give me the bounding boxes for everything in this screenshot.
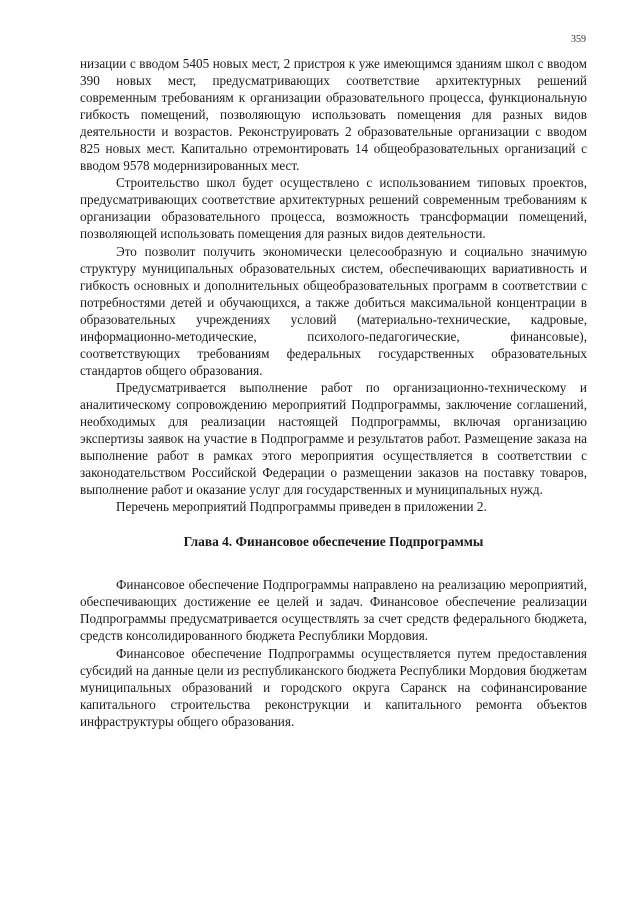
paragraph-continuation: низации с вводом 5405 новых мест, 2 пристроя к уже имеющимся зданиям школ с вводом 390 новых мест, предусматривающих соответствие архитектурных решений современным требованиям к организации образовательного процесса, функциональную гибкость помещений, позволяющую использовать помещения для разных видов деятельности и возрастов. Реконструировать 2 образовательные организации с вводом 825 новых мест. Капитально отремонтировать 14 общеобразовательных организаций с вводом 9578 модернизированных мест. (80, 56, 587, 174)
paragraph-activities-list: Перечень мероприятий Подпрограммы приведен в приложении 2. (116, 499, 487, 515)
paragraph-financing-subsidies: Финансовое обеспечение Подпрограммы осуществляется путем предоставления субсидий на данные цели из республиканского бюджета Республики Мордовия бюджетам муниципальных образований и городского округа Саранск на софинансирование капитального строительства реконструкции и капитального ремонта объектов инфраструктуры общего образования. (80, 645, 587, 729)
paragraph-financing-purpose: Финансовое обеспечение Подпрограммы направлено на реализацию мероприятий, обеспечивающих достижение ее целей и задач. Финансовое обеспечение реализации Подпрограммы предусматривается осуществлять за счет средств федерального бюджета, средств консолидированного бюджета Республики Мордовия. (80, 577, 587, 644)
chapter-heading: Глава 4. Финансовое обеспечение Подпрограммы (183, 534, 484, 550)
paragraph-support-works: Предусматривается выполнение работ по организационно-техническому и аналитическому сопровождению мероприятий Подпрограммы, заключение соглашений, необходимых для реализации настоящей Подпрограммы, включая организацию экспертизы заявок на участие в Подпрограмме и результатов работ. Размещение заказа на выполнение работ в рамках этого мероприятия осуществляется в соответствии с законодательством Российской Федерации о размещении заказов на поставку товаров, выполнение работ и оказание услуг для государственных и муниципальных нужд. (80, 379, 587, 498)
paragraph-school-construction: Строительство школ будет осуществлено с использованием типовых проектов, предусматривающих соответствие архитектурных решений современным требованиям к организации образовательного процесса, возможность трансформации помещений, позволяющей использовать помещения для разных видов деятельности. (80, 175, 587, 242)
document-body (80, 55, 587, 730)
page-number: 359 (571, 34, 586, 45)
paragraph-structure-benefits: Это позволит получить экономически целесообразную и социально значимую структуру муниципальных образовательных систем, обеспечивающих вариативность и гибкость основных и дополнительных общеобразовательных программ в соответствии с потребностями детей и обучающихся, а также добиться максимальной концентрации в образовательных учреждениях условий (материально-технические, кадровые, информационно-методические, психолого-педагогические, финансовые), соответствующих требованиям федеральных государственных образовательных стандартов общего образования. (80, 243, 587, 378)
